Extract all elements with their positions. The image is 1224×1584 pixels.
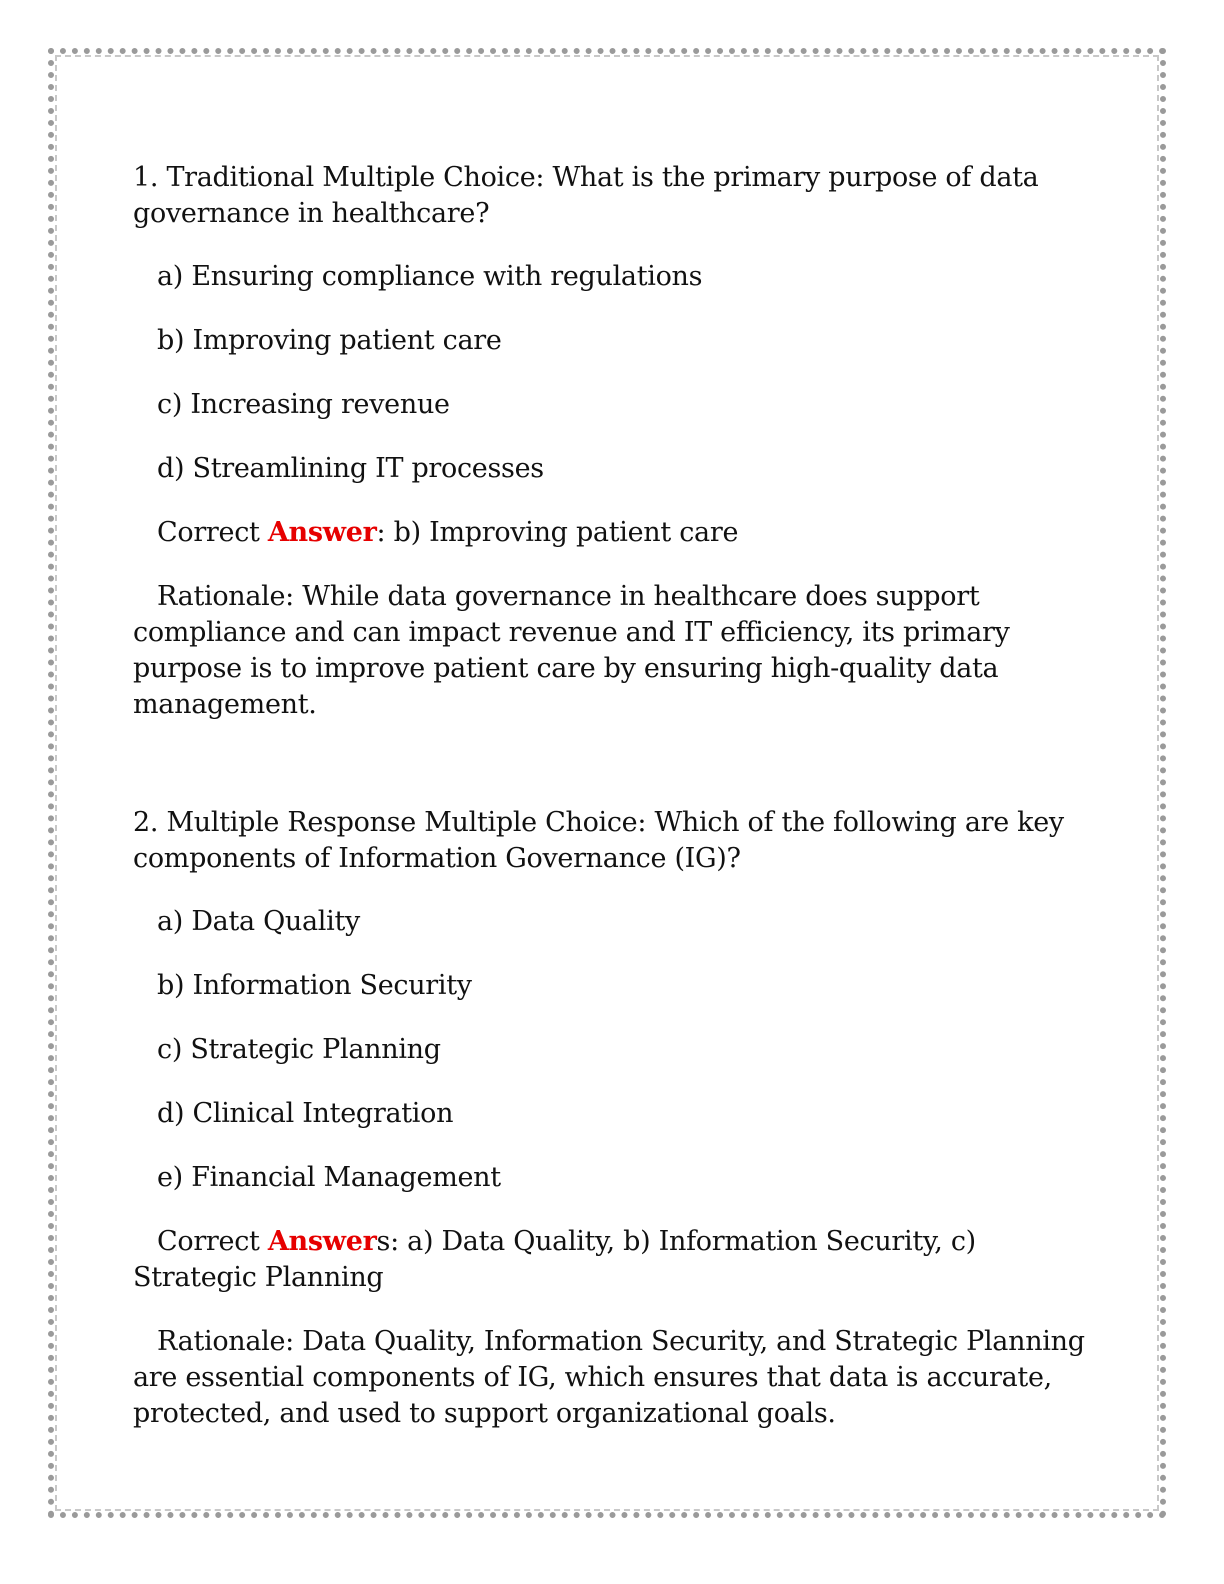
answer-suffix: : b) Improving patient care: [376, 517, 739, 548]
option-item: c) Strategic Planning: [157, 1034, 441, 1065]
correct-answer-line: [133, 1224, 1093, 1296]
document-content: [133, 160, 1093, 1432]
answer-prefix: Correct: [157, 517, 268, 548]
section-gap: [133, 723, 1093, 805]
rationale-text: Rationale: While data governance in healthcare does support compliance and can impact revenue and IT efficiency, its primary purpose is to improve patient care by ensuring high-quality data management.: [133, 581, 1010, 720]
answer-highlight: Answer: [267, 1226, 377, 1257]
option-item: d) Streamlining IT processes: [157, 453, 544, 484]
option-item: a) Ensuring compliance with regulations: [157, 261, 703, 292]
option-item: b) Improving patient care: [157, 325, 502, 356]
option-item: a) Data Quality: [157, 906, 360, 937]
question-block-1: [133, 160, 1093, 723]
rationale-text: Rationale: Data Quality, Information Security, and Strategic Planning are essential components of IG, which ensures that data is accurate, protected, and used to support organizational goals.: [133, 1326, 1085, 1429]
answer-suffix: s: a) Data Quality, b) Information Security, c) Strategic Planning: [133, 1226, 976, 1293]
question-text: 2. Multiple Response Multiple Choice: Which of the following are key components of Information Governance (IG)?: [133, 807, 1064, 874]
question-text: 1. Traditional Multiple Choice: What is the primary purpose of data governance in healthcare?: [133, 162, 1039, 229]
question-block-2: [133, 805, 1093, 1432]
correct-answer-line: [133, 515, 1093, 551]
option-item: d) Clinical Integration: [157, 1098, 454, 1129]
option-item: b) Information Security: [157, 970, 472, 1001]
option-item: e) Financial Management: [157, 1162, 501, 1193]
answer-prefix: Correct: [157, 1226, 268, 1257]
option-item: c) Increasing revenue: [157, 389, 450, 420]
answer-highlight: Answer: [267, 517, 377, 548]
